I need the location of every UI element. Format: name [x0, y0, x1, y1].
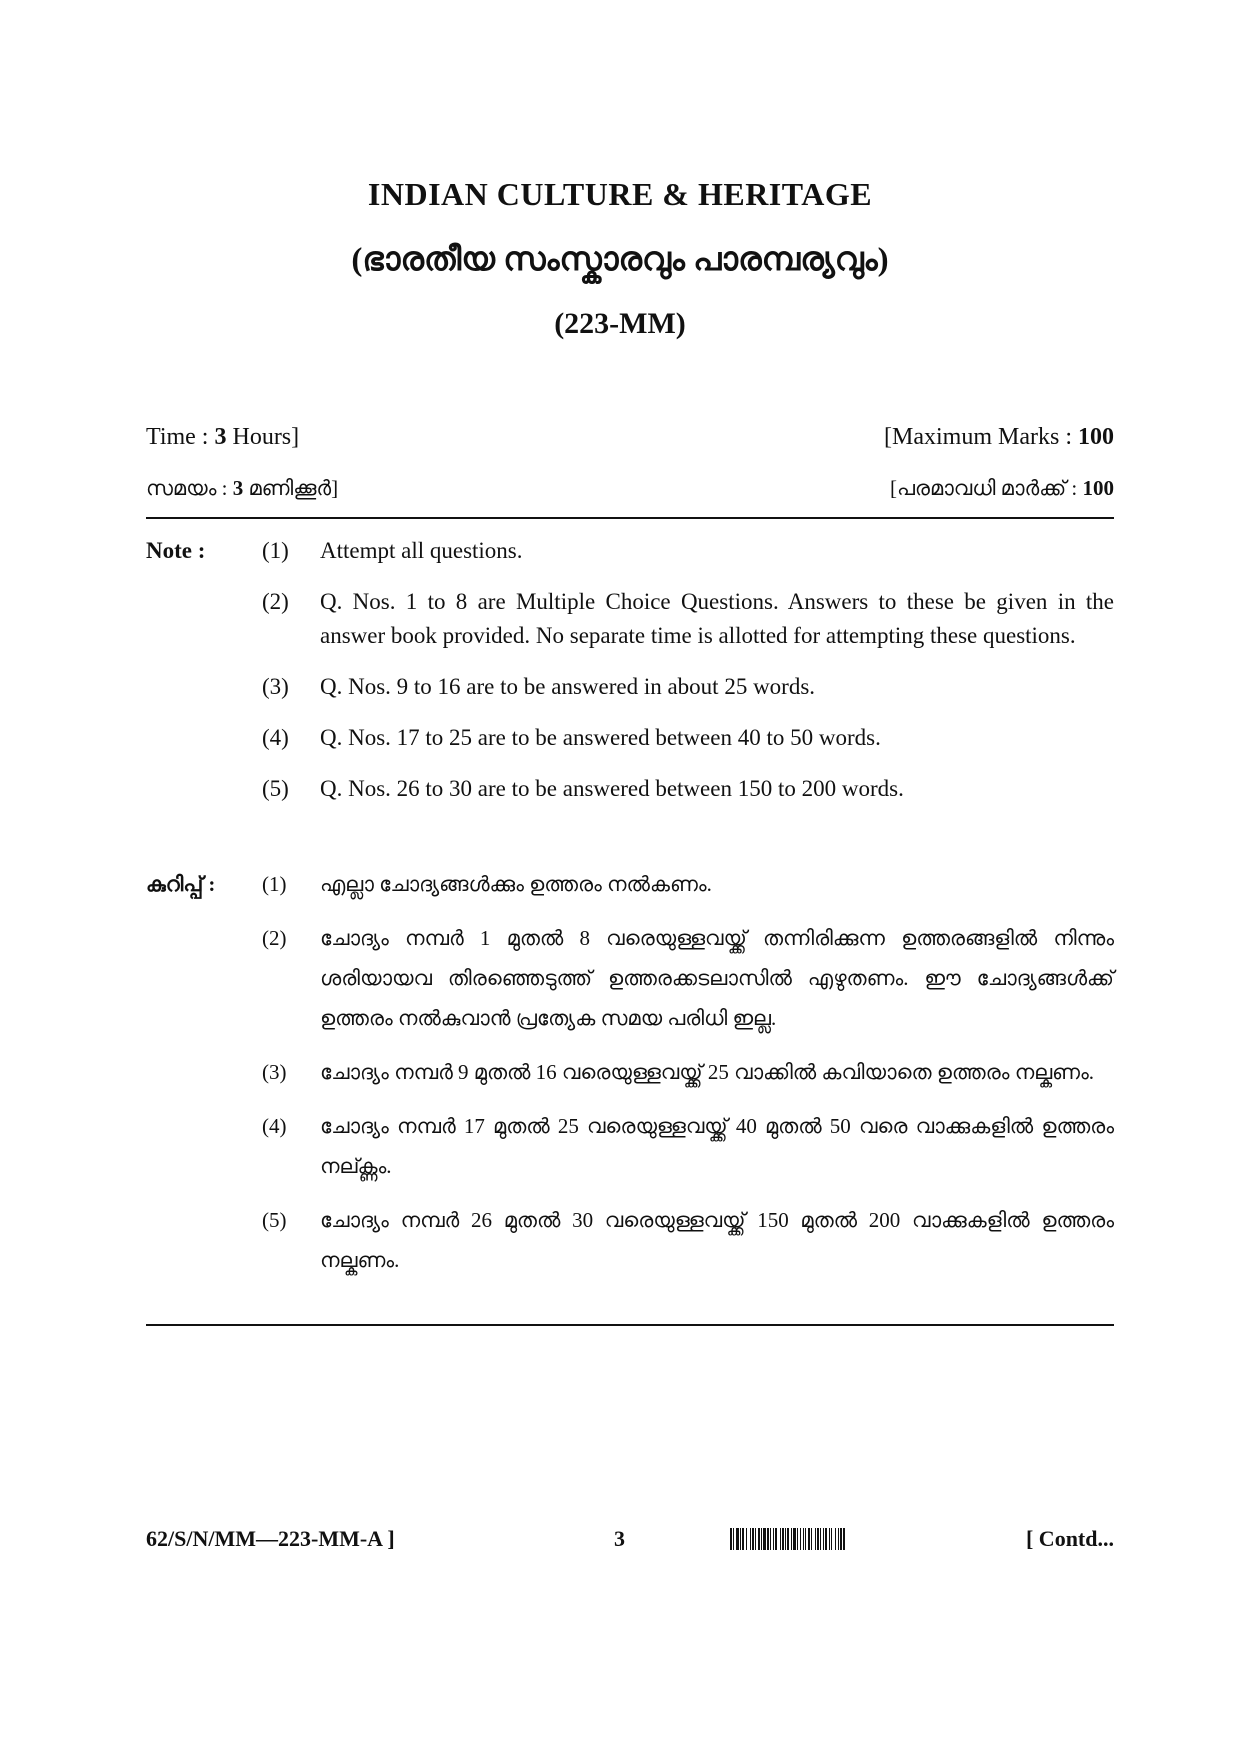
note-section: [146, 534, 1114, 823]
page-footer: [146, 1526, 1114, 1558]
time-info: Time : 3 Hours]: [146, 424, 300, 450]
kurip-item: (3) ചോദ്യം നമ്പർ 9 മുതൽ 16 വരെയുള്ളവയ്ക്ക് 25 വാക്കിൽ കവിയാതെ ഉത്തരം നല്കണം.: [262, 1060, 1095, 1084]
footer-paper-code: 62/S/N/MM—223-MM-A ]: [146, 1526, 395, 1551]
note-label: Note :: [146, 538, 206, 563]
divider-bottom: [146, 1324, 1114, 1326]
divider-top: [146, 517, 1114, 519]
kurip-item: കുറിപ്പ് : (1) എല്ലാ ചോദ്യങ്ങൾക്കും ഉത്തരം നൽകണം.: [146, 864, 1114, 904]
barcode-icon: [730, 1528, 980, 1550]
kurip-item: (4) ചോദ്യം നമ്പർ 17 മുതൽ 25 വരെയുള്ളവയ്ക്ക് 40 മുതൽ 50 വരെ വാക്കുകളിൽ ഉത്തരം നല്ക്ണം.: [262, 1114, 1114, 1178]
paper-subtitle-malayalam: (ഭാരതീയ സംസ്കാരവും പാരമ്പര്യവും): [351, 242, 889, 278]
kurip-label: കുറിപ്പ് :: [146, 872, 216, 896]
page-number: 3: [614, 1526, 625, 1551]
max-marks-info-malayalam: [പരമാവധി മാർക്ക് : 100: [889, 476, 1114, 500]
kurip-section-malayalam: [146, 864, 1114, 1294]
note-item: (2) Q. Nos. 1 to 8 are Multiple Choice Questions. Answers to these be given in the answer book provided. No separate time is allotted for attempting these questions.: [262, 589, 1114, 648]
time-marks-row-malayalam: [146, 476, 1114, 501]
paper-code: (223-MM): [554, 307, 686, 340]
note-item: (3) Q. Nos. 9 to 16 are to be answered in about 25 words.: [262, 674, 816, 699]
time-marks-row: [146, 424, 1114, 451]
contd-label: [ Contd...: [1025, 1526, 1114, 1551]
kurip-item: (2) ചോദ്യം നമ്പർ 1 മുതൽ 8 വരെയുള്ളവയ്ക്ക് തന്നിരിക്കുന്ന ഉത്തരങ്ങളിൽ നിന്നും ശരിയായവ തിരഞ്ഞെടുത്ത് ഉത്തരക്കടലാസിൽ എഴുതണം. ഈ ചോദ്യങ്ങൾക്ക് ഉത്തരം നൽകുവാൻ പ്രത്യേക സമയ പരിധി ഇല്ല.: [262, 926, 1114, 1030]
barcode-bar: [845, 1528, 846, 1550]
max-marks-info: [Maximum Marks : 100: [884, 424, 1114, 450]
paper-title: INDIAN CULTURE & HERITAGE: [367, 176, 873, 212]
time-info-malayalam: സമയം : 3 മണിക്കൂർ]: [146, 476, 339, 500]
note-item: (4) Q. Nos. 17 to 25 are to be answered between 40 to 50 words.: [262, 725, 881, 750]
kurip-item: (5) ചോദ്യം നമ്പർ 26 മുതൽ 30 വരെയുള്ളവയ്ക്ക് 150 മുതൽ 200 വാക്കുകളിൽ ഉത്തരം നല്കണം.: [262, 1208, 1114, 1272]
note-item: Note : (1) Attempt all questions.: [146, 534, 1114, 568]
note-item: (5) Q. Nos. 26 to 30 are to be answered between 150 to 200 words.: [262, 776, 904, 801]
